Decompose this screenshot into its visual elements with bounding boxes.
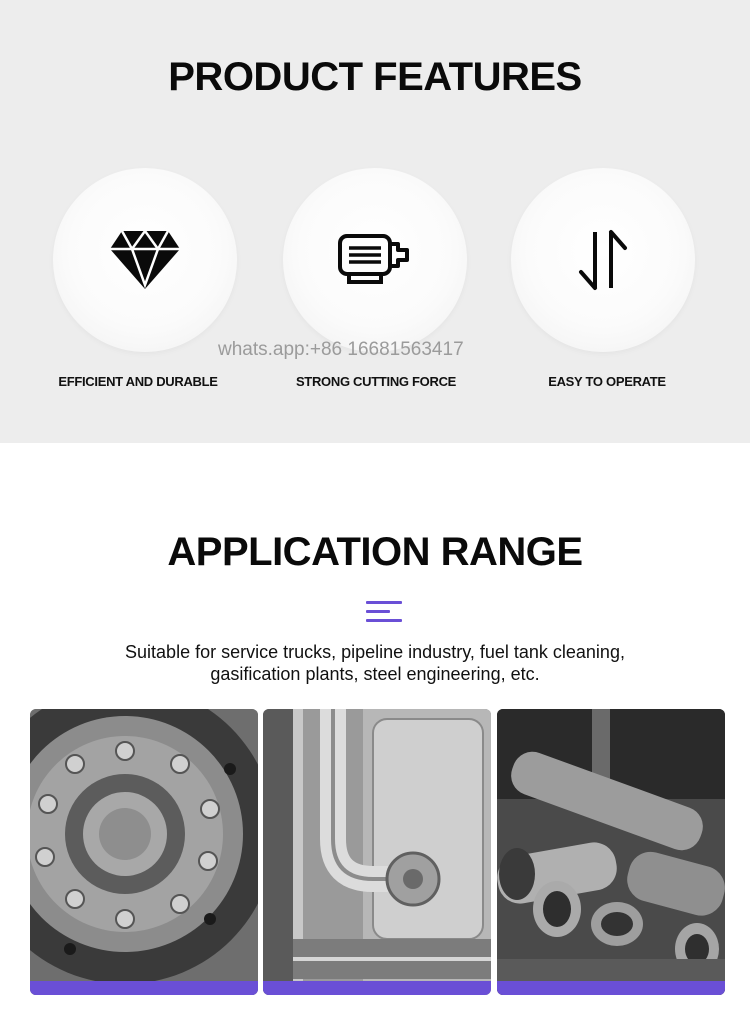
truck-wheel-photo	[30, 709, 258, 995]
application-description	[0, 641, 750, 685]
application-title: APPLICATION RANGE	[167, 530, 583, 574]
motor-icon	[337, 230, 413, 290]
description-line-1: Suitable for service trucks, pipeline industry, fuel tank cleaning,	[125, 642, 625, 662]
feature-label-cutting: STRONG CUTTING FORCE	[295, 374, 457, 389]
feature-label-efficient: EFFICIENT AND DURABLE	[58, 374, 218, 389]
accent-bar	[497, 981, 725, 995]
diamond-icon	[108, 229, 182, 291]
feature-circle-cutting	[283, 168, 467, 352]
feature-circle-easy	[511, 168, 695, 352]
feature-label-easy: EASY TO OPERATE	[548, 374, 666, 389]
menu-lines-icon	[366, 601, 404, 623]
product-features-section	[0, 0, 750, 443]
accent-bar	[263, 981, 491, 995]
broken-pipes-photo	[497, 709, 725, 995]
contact-watermark: whats.app:+86 16681563417	[218, 339, 464, 360]
up-down-arrows-icon	[575, 228, 631, 292]
feature-circle-efficient	[53, 168, 237, 352]
features-title: PRODUCT FEATURES	[168, 55, 582, 99]
accent-bar	[30, 981, 258, 995]
description-line-2: gasification plants, steel engineering, etc.	[210, 664, 540, 684]
pipeline-tank-photo	[263, 709, 491, 995]
